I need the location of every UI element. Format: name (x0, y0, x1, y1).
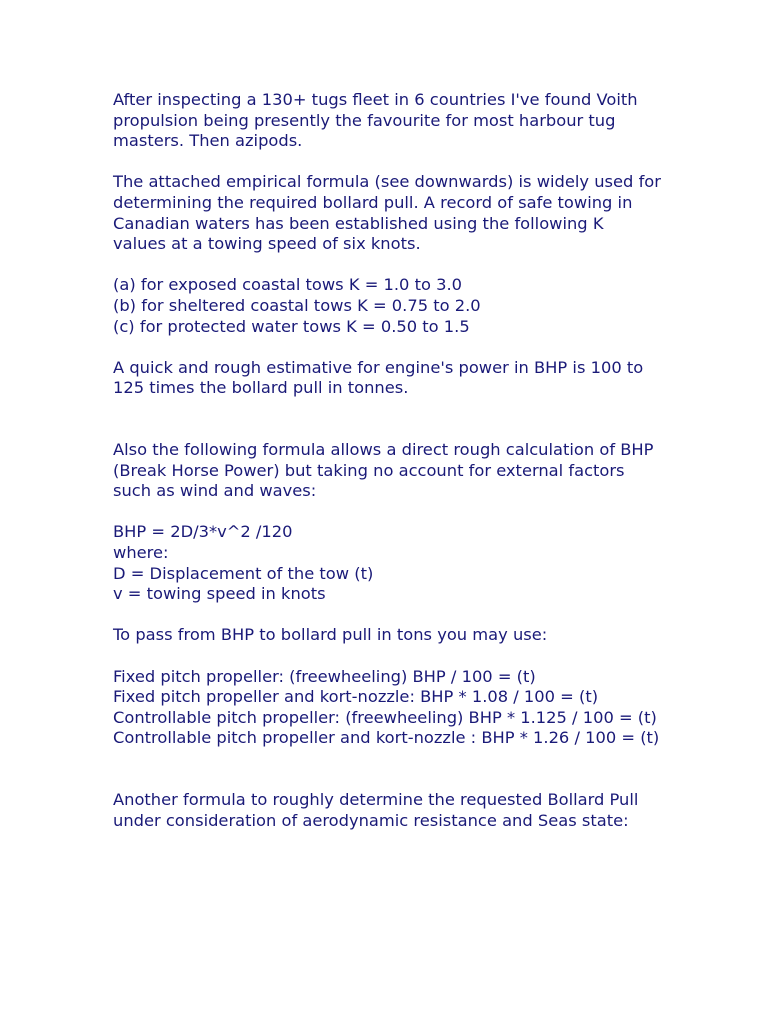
bollard-pull-paragraph: The attached empirical formula (see downwards) is widely used for determining the required bollard pull. A record of safe towing in Canadian waters has been established using the following K values at a towing speed of six knots. (113, 172, 667, 254)
paragraph-gap (113, 605, 661, 626)
formula-line: BHP = 2D/3*v^2 /120 (113, 522, 293, 542)
aerodynamic-formula-paragraph: Another formula to roughly determine the requested Bollard Pull under consideration of aerodynamic resistance and Seas state: (113, 790, 644, 830)
k-value-line-a: (a) for exposed coastal tows K = 1.0 to 3.0 (113, 275, 462, 295)
conversion-controllable-pitch: Controllable pitch propeller: (freewheeling) BHP * 1.125 / 100 = (t) (113, 707, 657, 727)
direct-formula-paragraph: Also the following formula allows a direct rough calculation of BHP (Break Horse Power) but taking no account for external factors such as wind and waves: (113, 440, 659, 501)
document-body (113, 90, 667, 831)
paragraph-gap (113, 337, 661, 358)
formula-def-d: D = Displacement of the tow (t) (113, 563, 374, 583)
k-value-line-c: (c) for protected water tows K = 0.50 to 1.5 (113, 316, 470, 336)
conversion-fixed-pitch: Fixed pitch propeller: (freewheeling) BHP / 100 = (t) (113, 666, 536, 686)
paragraph-gap (113, 646, 661, 667)
paragraph-gap (113, 255, 661, 276)
bhp-estimate-paragraph: A quick and rough estimative for engine's power in BHP is 100 to 125 times the bollard pull in tonnes. (113, 357, 649, 398)
paragraph-gap (113, 152, 661, 173)
intro-paragraph: After inspecting a 130+ tugs fleet in 6 countries I've found Voith propulsion being presently the favourite for most harbour tug masters. Then azipods. (113, 90, 643, 151)
paragraph-gap (113, 749, 661, 790)
formula-def-v: v = towing speed in knots (113, 584, 326, 604)
conversion-fixed-pitch-nozzle: Fixed pitch propeller and kort-nozzle: BHP * 1.08 / 100 = (t) (113, 687, 599, 707)
conversion-intro: To pass from BHP to bollard pull in tons you may use: (113, 625, 548, 645)
paragraph-gap (113, 399, 661, 440)
conversion-controllable-pitch-nozzle: Controllable pitch propeller and kort-nozzle : BHP * 1.26 / 100 = (t) (113, 728, 660, 748)
paragraph-gap (113, 502, 661, 523)
formula-where: where: (113, 543, 169, 563)
k-value-line-b: (b) for sheltered coastal tows K = 0.75 to 2.0 (113, 295, 481, 315)
